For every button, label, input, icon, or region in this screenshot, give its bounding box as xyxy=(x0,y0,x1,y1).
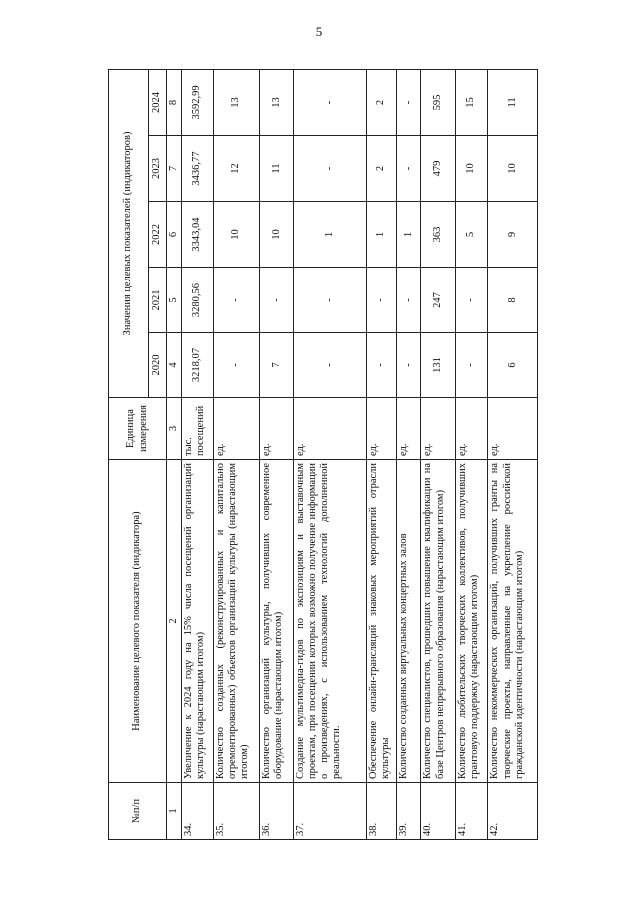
row-number: 35. xyxy=(213,783,259,840)
column-number: 3 xyxy=(167,398,182,460)
header-values: Значения целевых показателей (индикаторов) xyxy=(109,69,149,397)
header-num: №п/п xyxy=(109,783,167,840)
value-2022: 10 xyxy=(260,202,294,268)
unit: ед. xyxy=(397,398,421,460)
value-2021: 8 xyxy=(488,268,538,333)
value-2024: 13 xyxy=(213,69,259,135)
value-2020: - xyxy=(294,333,367,398)
header-year: 2020 xyxy=(149,333,167,398)
value-2024: - xyxy=(294,69,367,135)
indicator-table-frame xyxy=(108,70,538,840)
value-2020: - xyxy=(397,333,421,398)
value-2021: 3280,56 xyxy=(182,268,214,333)
unit: ед. xyxy=(421,398,455,460)
value-2020: - xyxy=(366,333,397,398)
header-name: Наименование целевого показателя (индикатора) xyxy=(109,460,167,783)
value-2020: - xyxy=(213,333,259,398)
table-row xyxy=(397,69,421,839)
value-2023: - xyxy=(397,136,421,202)
value-2022: 1 xyxy=(397,202,421,268)
header-unit: Единица измерения xyxy=(109,398,167,460)
unit: ед. xyxy=(294,398,367,460)
unit: тыс. посещений xyxy=(182,398,214,460)
header-year: 2023 xyxy=(149,136,167,202)
value-2021: - xyxy=(455,268,488,333)
value-2021: - xyxy=(260,268,294,333)
column-number: 7 xyxy=(167,136,182,202)
indicator-name: Количество созданных (реконструированных и капитально отремонтированных) объектов организаций культуры (нарастающим итогом) xyxy=(213,460,259,783)
indicator-name: Количество организаций культуры, получивших современное оборудование (нарастающим итогом) xyxy=(260,460,294,783)
row-number: 42. xyxy=(488,783,538,840)
column-number: 1 xyxy=(167,783,182,840)
value-2023: 479 xyxy=(421,136,455,202)
table-row xyxy=(421,69,455,839)
table-row xyxy=(260,69,294,839)
column-numbering-row xyxy=(167,69,182,839)
table-row xyxy=(455,69,488,839)
value-2021: - xyxy=(366,268,397,333)
value-2021: 247 xyxy=(421,268,455,333)
table-row xyxy=(366,69,397,839)
value-2024: - xyxy=(397,69,421,135)
row-number: 34. xyxy=(182,783,214,840)
indicator-name: Увеличение к 2024 году на 15% числа посещений организаций культуры (нарастающим итогом) xyxy=(182,460,214,783)
row-number: 41. xyxy=(455,783,488,840)
table-row xyxy=(488,69,538,839)
value-2023: 11 xyxy=(260,136,294,202)
value-2023: 2 xyxy=(366,136,397,202)
indicator-name: Количество любительских творческих коллективов, получивших грантовую поддержку (нарастающим итогом) xyxy=(455,460,488,783)
header-year: 2021 xyxy=(149,268,167,333)
column-number: 8 xyxy=(167,69,182,135)
value-2023: - xyxy=(294,136,367,202)
column-number: 6 xyxy=(167,202,182,268)
row-number: 39. xyxy=(397,783,421,840)
column-number: 4 xyxy=(167,333,182,398)
page-number: 5 xyxy=(315,24,323,39)
value-2024: 595 xyxy=(421,69,455,135)
unit: ед. xyxy=(260,398,294,460)
column-number: 5 xyxy=(167,268,182,333)
header-year: 2022 xyxy=(149,202,167,268)
value-2020: 3218,07 xyxy=(182,333,214,398)
indicator-name: Создание мультимедиа-гидов по экспозициям и выставочным проектам, при посещении которых возможно получение информации о произведениях, с использованием технологий дополненной реальности. xyxy=(294,460,367,783)
value-2024: 15 xyxy=(455,69,488,135)
value-2022: 10 xyxy=(213,202,259,268)
value-2022: 3343,04 xyxy=(182,202,214,268)
value-2021: - xyxy=(397,268,421,333)
value-2023: 12 xyxy=(213,136,259,202)
value-2021: - xyxy=(294,268,367,333)
value-2023: 10 xyxy=(488,136,538,202)
value-2024: 2 xyxy=(366,69,397,135)
row-number: 36. xyxy=(260,783,294,840)
row-number: 38. xyxy=(366,783,397,840)
value-2023: 10 xyxy=(455,136,488,202)
value-2020: 131 xyxy=(421,333,455,398)
value-2022: 1 xyxy=(294,202,367,268)
value-2022: 9 xyxy=(488,202,538,268)
table-row xyxy=(182,69,214,839)
indicator-name: Обеспечение онлайн-трансляций знаковых мероприятий отрасли культуры xyxy=(366,460,397,783)
unit: ед. xyxy=(366,398,397,460)
value-2022: 363 xyxy=(421,202,455,268)
table-row xyxy=(294,69,367,839)
value-2024: 11 xyxy=(488,69,538,135)
value-2020: - xyxy=(455,333,488,398)
column-number: 2 xyxy=(167,460,182,783)
value-2022: 5 xyxy=(455,202,488,268)
indicator-name: Количество некоммерческих организаций, получивших гранты на творческие проекты, направленные на укрепление российской гражданской идентичности (нарастающим итогом) xyxy=(488,460,538,783)
value-2022: 1 xyxy=(366,202,397,268)
indicator-name: Количество созданных виртуальных концертных залов xyxy=(397,460,421,783)
unit: ед. xyxy=(488,398,538,460)
row-number: 37. xyxy=(294,783,367,840)
value-2021: - xyxy=(213,268,259,333)
indicator-table xyxy=(108,69,538,840)
value-2020: 7 xyxy=(260,333,294,398)
header-year: 2024 xyxy=(149,69,167,135)
table-row xyxy=(213,69,259,839)
value-2024: 3592,99 xyxy=(182,69,214,135)
indicator-name: Количество специалистов, прошедших повышение квалификации на базе Центров непрерывного образования (нарастающим итогом) xyxy=(421,460,455,783)
value-2023: 3436,77 xyxy=(182,136,214,202)
unit: ед. xyxy=(213,398,259,460)
unit: ед. xyxy=(455,398,488,460)
value-2024: 13 xyxy=(260,69,294,135)
row-number: 40. xyxy=(421,783,455,840)
value-2020: 6 xyxy=(488,333,538,398)
